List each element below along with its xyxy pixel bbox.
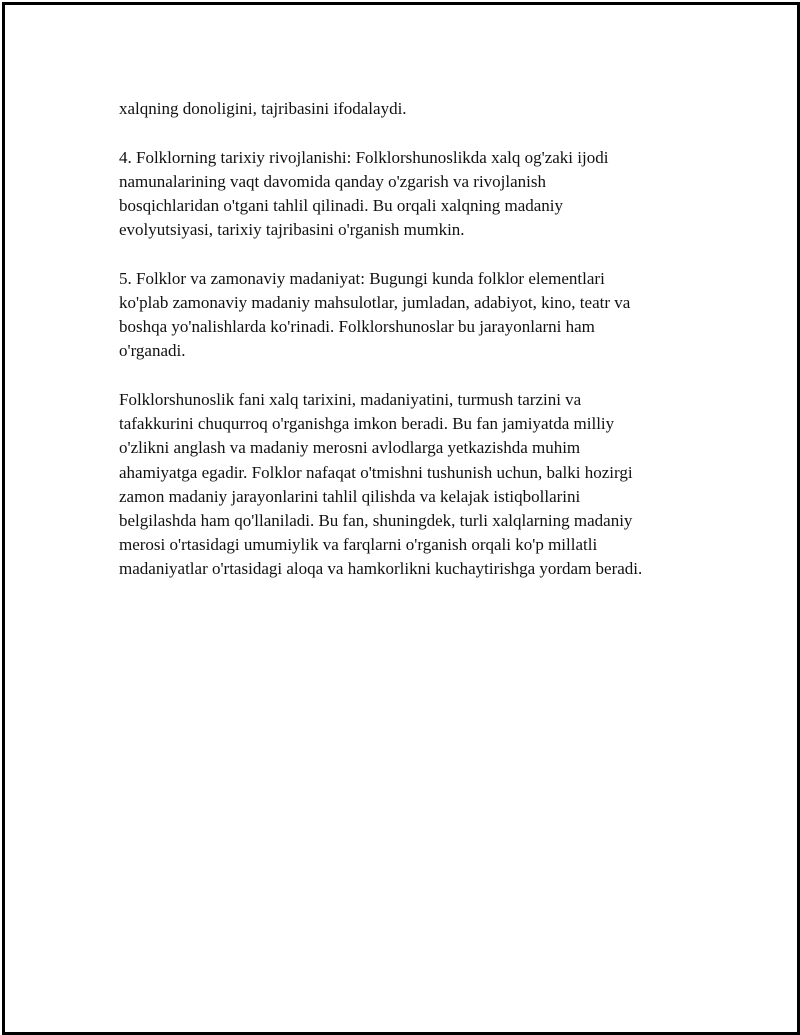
text-line: o'zlikni anglash va madaniy merosni avlodlarga yetkazishda muhim — [119, 438, 581, 458]
paragraph-modern-culture — [119, 267, 699, 364]
text-line: madaniyatlar o'rtasidagi aloqa va hamkorlikni kuchaytirishga yordam beradi. — [119, 559, 643, 579]
text-line: ahamiyatga egadir. Folklor nafaqat o'tmishni tushunish uchun, balki hozirgi — [119, 462, 633, 482]
paragraph-continuation — [119, 97, 699, 121]
document-body — [119, 97, 699, 606]
paragraph-historical-development — [119, 146, 699, 243]
text-line: tafakkurini chuqurroq o'rganishga imkon beradi. Bu fan jamiyatda milliy — [119, 414, 615, 434]
text-line: ko'plab zamonaviy madaniy mahsulotlar, jumladan, adabiyot, kino, teatr va — [119, 293, 631, 312]
text-line: namunalarining vaqt davomida qanday o'zgarish va rivojlanish — [119, 171, 547, 191]
text-line: 4. Folklorning tarixiy rivojlanishi: Folklorshunoslikda xalq og'zaki ijodi — [119, 147, 609, 167]
text-line: bosqichlaridan o'tgani tahlil qilinadi. Bu orqali xalqning madaniy — [119, 196, 564, 215]
document-page — [2, 2, 800, 1035]
text-line: Folklorshunoslik fani xalq tarixini, madaniyatini, turmush tarzini va — [119, 390, 582, 409]
text-line: xalqning donoligini, tajribasini ifodalaydi. — [119, 99, 407, 118]
text-line: o'rganadi. — [119, 341, 186, 361]
text-line: merosi o'rtasidagi umumiylik va farqlarni o'rganish orqali ko'p millatli — [119, 535, 598, 555]
text-line: evolyutsiyasi, tarixiy tajribasini o'rganish mumkin. — [119, 220, 465, 240]
text-line: belgilashda ham qo'llaniladi. Bu fan, shuningdek, turli xalqlarning madaniy — [119, 511, 633, 531]
text-line: zamon madaniy jarayonlarini tahlil qilishda va kelajak istiqbollarini — [119, 486, 581, 506]
paragraph-conclusion — [119, 388, 699, 582]
text-line: boshqa yo'nalishlarda ko'rinadi. Folklorshunoslar bu jarayonlarni ham — [119, 317, 595, 337]
text-line: 5. Folklor va zamonaviy madaniyat: Bugungi kunda folklor elementlari — [119, 268, 605, 288]
